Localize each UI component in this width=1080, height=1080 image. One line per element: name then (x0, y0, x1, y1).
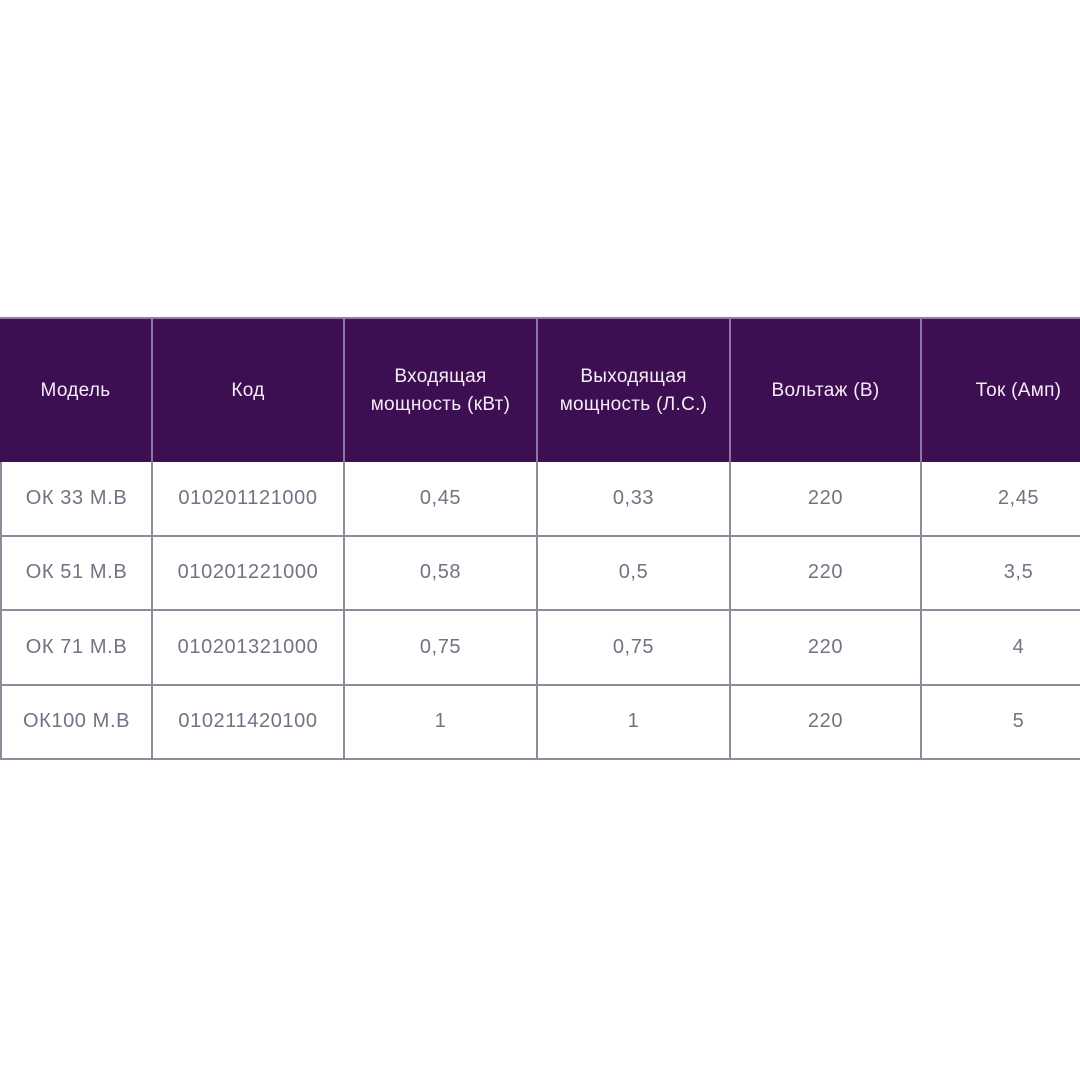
col-header-voltage: Вольтаж (В) (731, 319, 922, 462)
cell-voltage: 220 (731, 611, 922, 684)
cell-voltage: 220 (731, 462, 922, 535)
col-header-model: Модель (0, 319, 153, 462)
cell-current: 5 (1012, 710, 1025, 733)
col-header-current: Ток (Амп) (975, 379, 1062, 401)
cell-output-power: 0,5 (538, 537, 731, 610)
cell-model: ОК100 М.В (2, 686, 153, 759)
cell-input-power: 0,75 (345, 611, 538, 684)
cell-current: 2,45 (997, 486, 1040, 509)
table-header-row (0, 317, 1080, 462)
cell-model: ОК 33 М.В (2, 462, 153, 535)
cell-model: ОК 71 М.В (2, 611, 153, 684)
cell-code: 010201121000 (153, 462, 345, 535)
cell-code: 010211420100 (153, 686, 345, 759)
table-row (0, 462, 1080, 537)
cell-input-power: 1 (345, 686, 538, 759)
cell-output-power: 1 (538, 686, 731, 759)
cell-code: 010201221000 (153, 537, 345, 610)
cell-model: ОК 51 М.В (2, 537, 153, 610)
cell-output-power: 0,75 (538, 611, 731, 684)
table-row (0, 537, 1080, 612)
table-row (0, 611, 1080, 686)
cell-input-power: 0,58 (345, 537, 538, 610)
col-header-input-power: Входящая мощность (кВт) (345, 319, 538, 462)
cell-voltage: 220 (731, 537, 922, 610)
table-row (0, 686, 1080, 761)
cell-voltage: 220 (731, 686, 922, 759)
col-header-code: Код (153, 319, 345, 462)
cell-current: 3,5 (1003, 561, 1034, 584)
cell-code: 010201321000 (153, 611, 345, 684)
col-header-output-power: Выходящая мощность (Л.С.) (538, 319, 731, 462)
table-body (0, 462, 1080, 760)
cell-input-power: 0,45 (345, 462, 538, 535)
cell-output-power: 0,33 (538, 462, 731, 535)
cell-current: 4 (1012, 635, 1025, 658)
product-spec-table (0, 317, 1080, 760)
